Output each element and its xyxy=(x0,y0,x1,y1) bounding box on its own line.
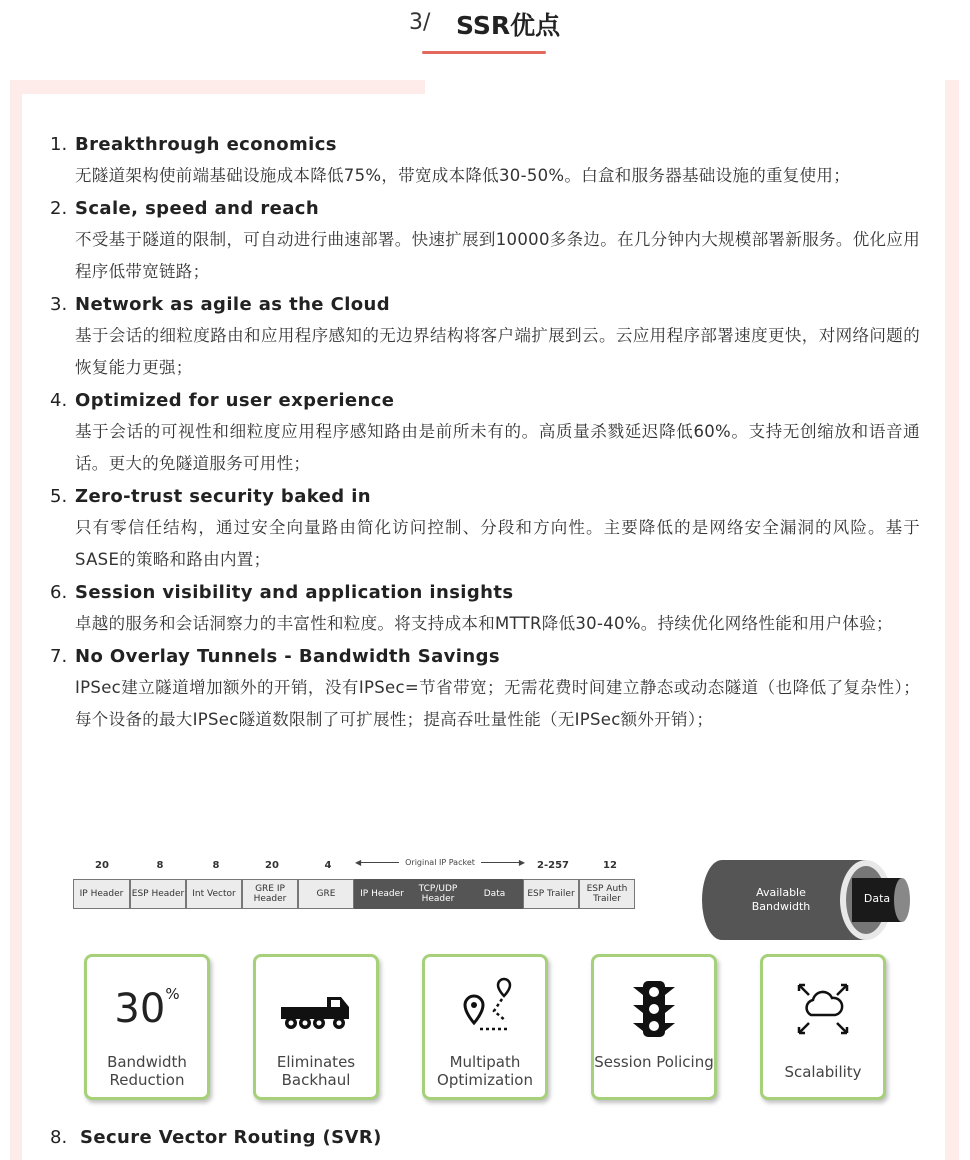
item-title: Session visibility and application insights xyxy=(75,581,514,603)
frame-left-border xyxy=(10,80,22,1160)
original-packet-marker xyxy=(355,858,525,867)
ipsec-overhead-diagram xyxy=(70,850,930,1110)
item-title: Breakthrough economics xyxy=(75,133,337,155)
section-title: SSR优点 xyxy=(456,11,561,40)
truck-icon xyxy=(256,977,376,1041)
item-number: 8. xyxy=(50,1127,68,1148)
packet-fields xyxy=(73,879,635,911)
item-number: 3. xyxy=(50,293,68,315)
item-number: 7. xyxy=(50,645,68,667)
field-size-label: 2-257 xyxy=(537,860,569,871)
cylinder-data-label: Data xyxy=(863,892,891,905)
list-item xyxy=(50,192,920,288)
card-label: Scalability xyxy=(784,1063,862,1081)
packet-field: GRE xyxy=(298,879,354,909)
item-description: 基于会话的细粒度路由和应用程序感知的无边界结构将客户端扩展到云。云应用程序部署速度更快，对网络问题的恢复能力更强； xyxy=(75,326,920,377)
card-label: Eliminates Backhaul xyxy=(276,1053,356,1089)
list-item xyxy=(50,1127,382,1148)
title-underline xyxy=(422,51,546,54)
list-item xyxy=(50,640,920,736)
packet-field: Int Vector xyxy=(186,879,242,909)
field-size-label: 8 xyxy=(212,860,220,871)
item-description: IPSec建立隧道增加额外的开销，没有IPSec=节省带宽；无需花费时间建立静态或动态隧道（也降低了复杂性）；每个设备的最大IPSec隧道数限制了可扩展性；提高吞吐量性能（无IPSec额外开销）； xyxy=(75,678,920,729)
packet-field: IP Header xyxy=(73,879,130,909)
packet-field: Data xyxy=(466,879,523,909)
item-title: No Overlay Tunnels - Bandwidth Savings xyxy=(75,645,500,667)
packet-field: GRE IP Header xyxy=(242,879,298,909)
benefit-card xyxy=(591,954,717,1100)
arrow-right-icon: ▶ xyxy=(518,858,525,867)
field-size-label: 20 xyxy=(265,860,279,871)
item-number: 6. xyxy=(50,581,68,603)
packet-field: ESP Auth Trailer xyxy=(579,879,635,909)
item-title: Zero-trust security baked in xyxy=(75,485,371,507)
item-number: 2. xyxy=(50,197,68,219)
benefit-card xyxy=(84,954,210,1100)
card-label: Bandwidth Reduction xyxy=(107,1053,187,1089)
percent-30-icon xyxy=(87,977,207,1041)
list-item xyxy=(50,384,920,480)
field-size-label: 4 xyxy=(324,860,332,871)
field-size-label: 8 xyxy=(156,860,164,871)
item-title: Secure Vector Routing (SVR) xyxy=(80,1127,382,1148)
item-number: 5. xyxy=(50,485,68,507)
field-size-label: 20 xyxy=(95,860,109,871)
section-header xyxy=(0,0,970,60)
item-description: 基于会话的可视性和细粒度应用程序感知路由是前所未有的。高质量杀戮延迟降低60%。支持无创缩放和语音通话。更大的免隧道服务可用性； xyxy=(75,422,920,473)
item-title: Optimized for user experience xyxy=(75,389,395,411)
item-number: 1. xyxy=(50,133,68,155)
benefit-card xyxy=(422,954,548,1100)
item-title: Scale, speed and reach xyxy=(75,197,320,219)
benefit-card xyxy=(253,954,379,1100)
packet-field: TCP/UDP Header xyxy=(410,879,466,909)
item-description: 卓越的服务和会话洞察力的丰富性和粒度。将支持成本和MTTR降低30-40%。持续优化网络性能和用户体验； xyxy=(75,614,893,633)
list-item xyxy=(50,128,920,192)
item-title: Network as agile as the Cloud xyxy=(75,293,391,315)
traffic-light-icon xyxy=(594,977,714,1041)
card-big-number: 30 xyxy=(114,986,166,1032)
packet-field: IP Header xyxy=(354,879,410,909)
item-description: 只有零信任结构，通过安全向量路由简化访问控制、分段和方向性。主要降低的是网络安全漏洞的风险。基于SASE的策略和路由内置； xyxy=(75,518,920,569)
packet-field: ESP Trailer xyxy=(523,879,579,909)
frame-top-border xyxy=(10,80,425,94)
frame-right-border xyxy=(945,80,959,1160)
bandwidth-cylinder xyxy=(702,856,914,944)
list-item xyxy=(50,288,920,384)
card-big-suffix: % xyxy=(165,985,180,1003)
section-number: 3/ xyxy=(409,10,431,35)
multipath-icon xyxy=(425,977,545,1041)
arrow-left-icon: ◀ xyxy=(355,858,362,867)
benefit-card xyxy=(760,954,886,1100)
item-description: 不受基于隧道的限制，可自动进行曲速部署。快速扩展到10000多条边。在几分钟内大规模部署新服务。优化应用程序低带宽链路； xyxy=(75,230,920,281)
item-number: 4. xyxy=(50,389,68,411)
field-size-label: 12 xyxy=(603,860,617,871)
cylinder-label: Available Bandwidth xyxy=(751,886,811,913)
advantages-list xyxy=(50,128,920,736)
card-label: Session Policing xyxy=(594,1053,714,1071)
card-label: Multipath Optimization xyxy=(437,1053,533,1089)
original-packet-label: Original IP Packet xyxy=(405,858,475,867)
list-item xyxy=(50,576,920,640)
packet-field: ESP Header xyxy=(130,879,186,909)
cloud-scale-icon xyxy=(763,977,883,1041)
list-item xyxy=(50,480,920,576)
item-description: 无隧道架构使前端基础设施成本降低75%，带宽成本降低30-50%。白盒和服务器基础设施的重复使用； xyxy=(75,166,850,185)
